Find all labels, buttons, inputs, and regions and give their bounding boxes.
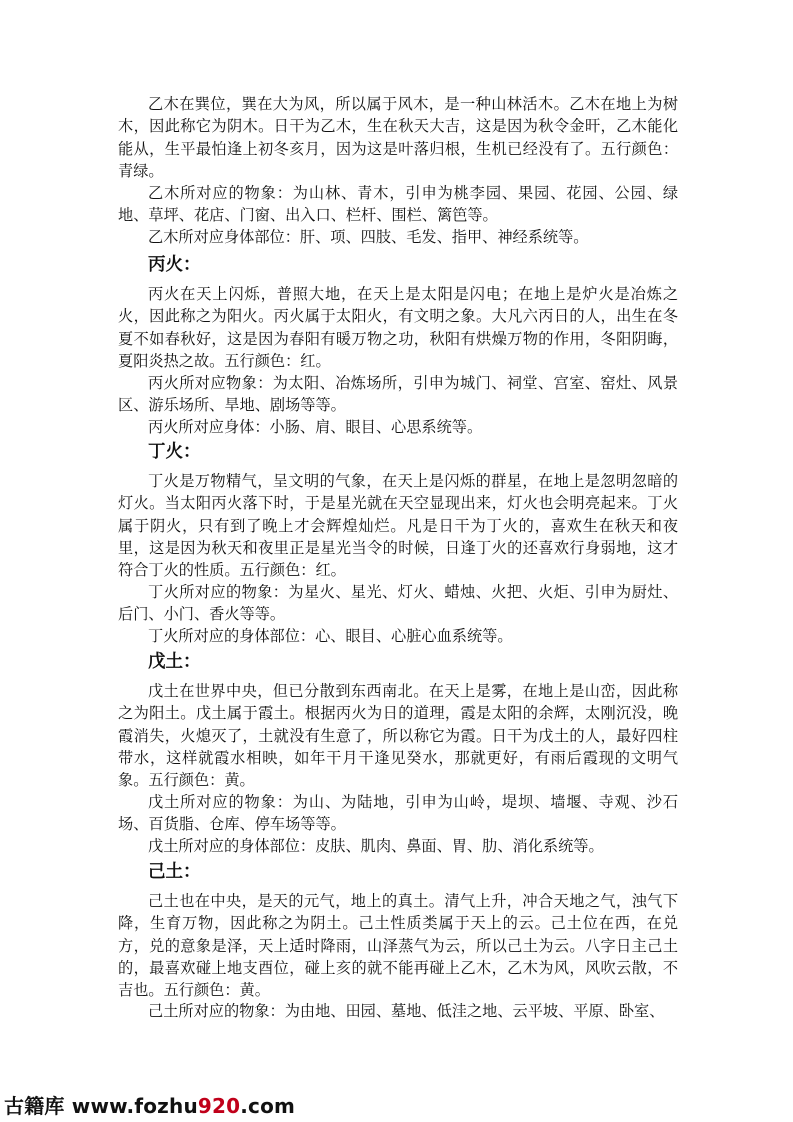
- paragraph-dinghuo-objects: 丁火所对应的物象：为星火、星光、灯火、蜡烛、火把、火炬、引申为厨灶、后门、小门、香火等等。: [118, 583, 678, 624]
- paragraph-yimu-body: 乙木所对应身体部位：肝、项、四肢、毛发、指甲、神经系统等。: [148, 228, 589, 246]
- paragraph-binghuo-objects: 丙火所对应物象：为太阳、冶炼场所，引申为城门、祠堂、宫室、窑灶、风景区、游乐场所、旱地、剧场等等。: [118, 374, 678, 415]
- paragraph-wutu-description: 戊土在世界中央，但已分散到东西南北。在天上是雾，在地上是山峦，因此称之为阳土。戊土属于霞土。根据丙火为日的道理，霞是太阳的余辉，太刚沉没，晚霞消失，火熄灭了，土就没有生意了，所以称它为霞。日干为戊土的人，最好四柱带水，这样就霞水相映，如年干月干逢见癸水，那就更好，有雨后霞现的文明气象。五行颜色：黄。: [118, 682, 678, 790]
- heading-binghuo: 丙火：: [148, 255, 201, 275]
- heading-wutu: 戊土：: [148, 652, 201, 672]
- footer-url-suffix: .com: [240, 1094, 296, 1118]
- footer-watermark: [4, 1090, 295, 1119]
- paragraph-jitu-objects: 己土所对应的物象：为由地、田园、墓地、低洼之地、云平坡、平原、卧室、: [148, 1002, 665, 1020]
- footer-url-prefix: www.fozhu: [71, 1094, 198, 1118]
- paragraph-dinghuo-body: 丁火所对应的身体部位：心、眼目、心脏心血系统等。: [148, 627, 513, 645]
- paragraph-yimu-objects: 乙木所对应的物象：为山林、青木，引申为桃李园、果园、花园、公园、绿地、草坪、花店、门窗、出入口、栏杆、围栏、篱笆等。: [118, 184, 678, 225]
- paragraph-dinghuo-description: 丁火是万物精气，呈文明的气象，在天上是闪烁的群星，在地上是忽明忽暗的灯火。当太阳丙火落下时，于是星光就在天空显现出来，灯火也会明亮起来。丁火属于阴火，只有到了晚上才会辉煌灿烂。凡是日干为丁火的，喜欢生在秋天和夜里，这是因为秋天和夜里正是星光当令的时候，日逢丁火的还喜欢行身弱地，这才符合丁火的性质。五行颜色：红。: [118, 472, 678, 580]
- heading-jitu: 己土：: [148, 862, 201, 882]
- paragraph-binghuo-description: 丙火在天上闪烁，普照大地，在天上是太阳是闪电；在地上是炉火是冶炼之火，因此称之为阳火。丙火属于太阳火，有文明之象。大凡六丙日的人，出生在冬夏不如春秋好，这是因为春阳有暖万物之功，秋阳有烘燥万物的作用，冬阳阴晦，夏阳炎热之故。五行颜色：红。: [118, 285, 678, 370]
- footer-url-number: 920: [197, 1094, 241, 1118]
- paragraph-jitu-description: 己土也在中央，是天的元气，地上的真土。清气上升，冲合天地之气，浊气下降，生育万物，因此称之为阴土。己土性质类属于天上的云。己土位在西，在兑方，兑的意象是泽，天上适时降雨，山泽蒸气为云，所以己土为云。八字日主己土的，最喜欢碰上地支酉位，碰上亥的就不能再碰上乙木，乙木为风，风吹云散，不吉也。五行颜色：黄。: [118, 892, 678, 1000]
- paragraph-wutu-objects: 戊土所对应的物象：为山、为陆地，引申为山岭，堤坝、墙堰、寺观、沙石场、百货脂、仓库、停车场等等。: [118, 793, 678, 834]
- heading-dinghuo: 丁火：: [148, 442, 201, 462]
- paragraph-wutu-body: 戊土所对应的身体部位：皮肤、肌肉、鼻面、胃、肋、消化系统等。: [148, 837, 604, 855]
- paragraph-yimu-description: 乙木在巽位，巽在大为风，所以属于风木，是一种山林活木。乙木在地上为树木，因此称它为阴木。日干为乙木，生在秋天大吉，这是因为秋令金旰，乙木能化能从，生平最怕逢上初冬亥月，因为这是叶落归根，生机已经没有了。五行颜色：青绿。: [118, 95, 678, 180]
- paragraph-binghuo-body: 丙火所对应身体：小肠、肩、眼目、心思系统等。: [148, 418, 483, 436]
- footer-site-name: 古籍库: [4, 1094, 65, 1118]
